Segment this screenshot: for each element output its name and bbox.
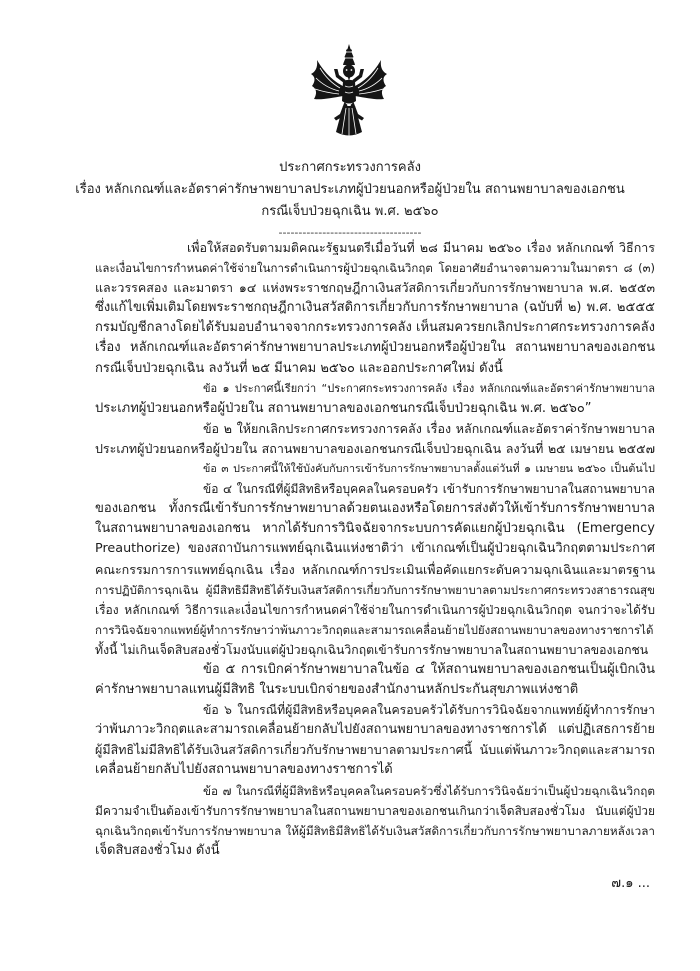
text-line: ประเภทผู้ป่วยนอกหรือผู้ป่วยใน สถานพยาบาลของเอกชนกรณีเจ็บป่วยฉุกเฉิน ลงวันที่ ๒๕ เมษายน ๒๕๕๗	[95, 440, 655, 456]
clause-4	[95, 479, 655, 660]
text-line: และเงื่อนไขการกำหนดค่าใช้จ่ายในการดำเนินการผู้ป่วยฉุกเฉินวิกฤต โดยอาศัยอำนาจตามความในมาตรา ๘ (๓)	[95, 261, 655, 276]
text-line: ประเภทผู้ป่วยนอกหรือผู้ป่วยใน สถานพยาบาลของเอกชนกรณีเจ็บป่วยฉุกเฉิน พ.ศ. ๒๕๖๐”	[95, 400, 592, 416]
heading-divider: ------------------------------------	[278, 226, 422, 239]
text-line: ซึ่งแก้ไขเพิ่มเติมโดยพระราชกฤษฎีกาเงินสวัสดิการเกี่ยวกับการรักษาพยาบาล (ฉบับที่ ๒) พ.ศ. ๒๕๕๕	[95, 300, 655, 316]
clause-5	[95, 660, 655, 700]
issuer-title: ประกาศกระทรวงการคลัง	[279, 160, 421, 175]
text-line: ข้อ ๔ ในกรณีที่ผู้มีสิทธิหรือบุคคลในครอบครัว เข้ารับการรักษาพยาบาลในสถานพยาบาล	[203, 482, 655, 497]
announcement-body	[95, 238, 655, 861]
clause-3	[95, 459, 655, 479]
text-line: เคลื่อนย้ายกลับไปยังสถานพยาบาลของทางราชการได้	[95, 762, 393, 778]
clause-1	[95, 379, 655, 419]
subject-line: กรณีเจ็บป่วยฉุกเฉิน พ.ศ. ๒๕๖๐	[261, 204, 439, 219]
announcement-heading	[60, 157, 640, 223]
text-line: ข้อ ๗ ในกรณีที่ผู้มีสิทธิหรือบุคคลในครอบครัวซึ่งได้รับการวินิจฉัยว่าเป็นผู้ป่วยฉุกเฉินวิกฤต	[203, 783, 655, 798]
page-continuation-marker: ๗.๑ ...	[611, 876, 650, 891]
text-line: ผู้มีสิทธิไม่มีสิทธิได้รับเงินสวัสดิการเกี่ยวกับรักษาพยาบาลตามประกาศนี้ นับแต่พ้นภาวะวิกฤตและสามารถ	[95, 742, 655, 758]
text-line: ข้อ ๒ ให้ยกเลิกประกาศกระทรวงการคลัง เรื่อง หลักเกณฑ์และอัตราค่ารักษาพยาบาล	[203, 420, 655, 436]
text-line: ในสถานพยาบาลของเอกชน หากได้รับการวินิจฉัยจากระบบการคัดแยกผู้ป่วยฉุกเฉิน (Emergency	[95, 521, 655, 537]
text-line: ของเอกชน ทั้งกรณีเข้ารับการรักษาพยาบาลด้วยตนเองหรือโดยการส่งตัวให้เข้ารับการรักษาพยาบาล	[95, 501, 655, 517]
text-line: ข้อ ๖ ในกรณีที่ผู้มีสิทธิหรือบุคคลในครอบครัวได้รับการวินิจฉัยจากแพทย์ผู้ทำการรักษา	[203, 703, 655, 718]
garuda-emblem-icon	[309, 44, 389, 140]
text-line: การวินิจฉัยจากแพทย์ผู้ทำการรักษาว่าพ้นภาวะวิกฤตและสามารถเคลื่อนย้ายไปยังสถานพยาบาลของทางราชการได้	[95, 622, 654, 637]
text-line: ค่ารักษาพยาบาลแทนผู้มีสิทธิ ในระบบเบิกจ่ายของสำนักงานหลักประกันสุขภาพแห่งชาติ	[95, 682, 579, 698]
clause-2	[95, 419, 655, 459]
text-line: เรื่อง หลักเกณฑ์และอัตราค่ารักษาพยาบาลประเภทผู้ป่วยนอกหรือผู้ป่วยใน สถานพยาบาลของเอกชน	[95, 340, 655, 356]
text-line: ฉุกเฉินวิกฤตเข้ารับการรักษาพยาบาล ให้ผู้มีสิทธิมีสิทธิได้รับเงินสวัสดิการเกี่ยวกับการรักษาพยาบาลภายหลังเวลา	[95, 823, 655, 838]
text-line: เจ็ดสิบสองชั่วโมง ดังนี้	[95, 842, 220, 858]
text-line: การปฏิบัติการฉุกเฉิน ผู้มีสิทธิมีสิทธิได้รับเงินสวัสดิการเกี่ยวกับการรักษาพยาบาลตามประกาศกระทรวงสาธารณสุข	[95, 582, 655, 597]
clause-7	[95, 781, 655, 861]
text-line: คณะกรรมการการแพทย์ฉุกเฉิน เรื่อง หลักเกณฑ์การประเมินเพื่อคัดแยกระดับความฉุกเฉินและมาตรฐาน	[95, 561, 655, 577]
clause-6	[95, 700, 655, 780]
text-line: ข้อ ๑ ประกาศนี้เรียกว่า “ประกาศกระทรวงการคลัง เรื่อง หลักเกณฑ์และอัตราค่ารักษาพยาบาล	[203, 381, 655, 395]
text-line: เพื่อให้สอดรับตามมติคณะรัฐมนตรีเมื่อวันที่ ๒๘ มีนาคม ๒๕๖๐ เรื่อง หลักเกณฑ์ วิธีการ	[187, 240, 655, 255]
subject-line: เรื่อง หลักเกณฑ์และอัตราค่ารักษาพยาบาลประเภทผู้ป่วยนอกหรือผู้ป่วยใน สถานพยาบาลของเอกชน	[75, 182, 625, 197]
text-line: เรื่อง หลักเกณฑ์ วิธีการและเงื่อนไขการกำหนดค่าใช้จ่ายในการดำเนินการผู้ป่วยฉุกเฉินวิกฤต จนกว่าจะได้รับ	[95, 602, 655, 617]
text-line: และวรรคสอง และมาตรา ๑๔ แห่งพระราชกฤษฎีกาเงินสวัสดิการเกี่ยวกับการรักษาพยาบาล พ.ศ. ๒๕๕๓	[95, 280, 655, 296]
text-line: ทั้งนี้ ไม่เกินเจ็ดสิบสองชั่วโมงนับแต่ผู้ป่วยฉุกเฉินวิกฤตเข้ารับการรักษาพยาบาลในสถานพยาบาลของเอกชน	[95, 642, 649, 657]
text-line: ว่าพ้นภาวะวิกฤตและสามารถเคลื่อนย้ายกลับไปยังสถานพยาบาลของทางราชการได้ แต่ปฏิเสธการย้าย	[95, 722, 655, 738]
text-line: ข้อ ๓ ประกาศนี้ให้ใช้บังคับกับการเข้ารับการรักษาพยาบาลตั้งแต่วันที่ ๑ เมษายน ๒๕๖๐ เป็นต้นไป	[203, 462, 655, 476]
text-line: กรณีเจ็บป่วยฉุกเฉิน ลงวันที่ ๒๕ มีนาคม ๒๕๖๐ และออกประกาศใหม่ ดังนี้	[95, 360, 503, 376]
text-line: มีความจำเป็นต้องเข้ารับการรักษาพยาบาลในสถานพยาบาลของเอกชนเกินกว่าเจ็ดสิบสองชั่วโมง นับแต่ผู้ป่วย	[95, 803, 655, 818]
preamble-paragraph	[95, 238, 655, 379]
text-line: ข้อ ๕ การเบิกค่ารักษาพยาบาลในข้อ ๔ ให้สถานพยาบาลของเอกชนเป็นผู้เบิกเงิน	[203, 661, 655, 677]
text-line: Preauthorize) ของสถาบันการแพทย์ฉุกเฉินแห่งชาติว่า เข้าเกณฑ์เป็นผู้ป่วยฉุกเฉินวิกฤตตามประกาศ	[95, 541, 655, 557]
text-line: กรมบัญชีกลางโดยได้รับมอบอำนาจจากกระทรวงการคลัง เห็นสมควรยกเลิกประกาศกระทรวงการคลัง	[95, 320, 655, 336]
